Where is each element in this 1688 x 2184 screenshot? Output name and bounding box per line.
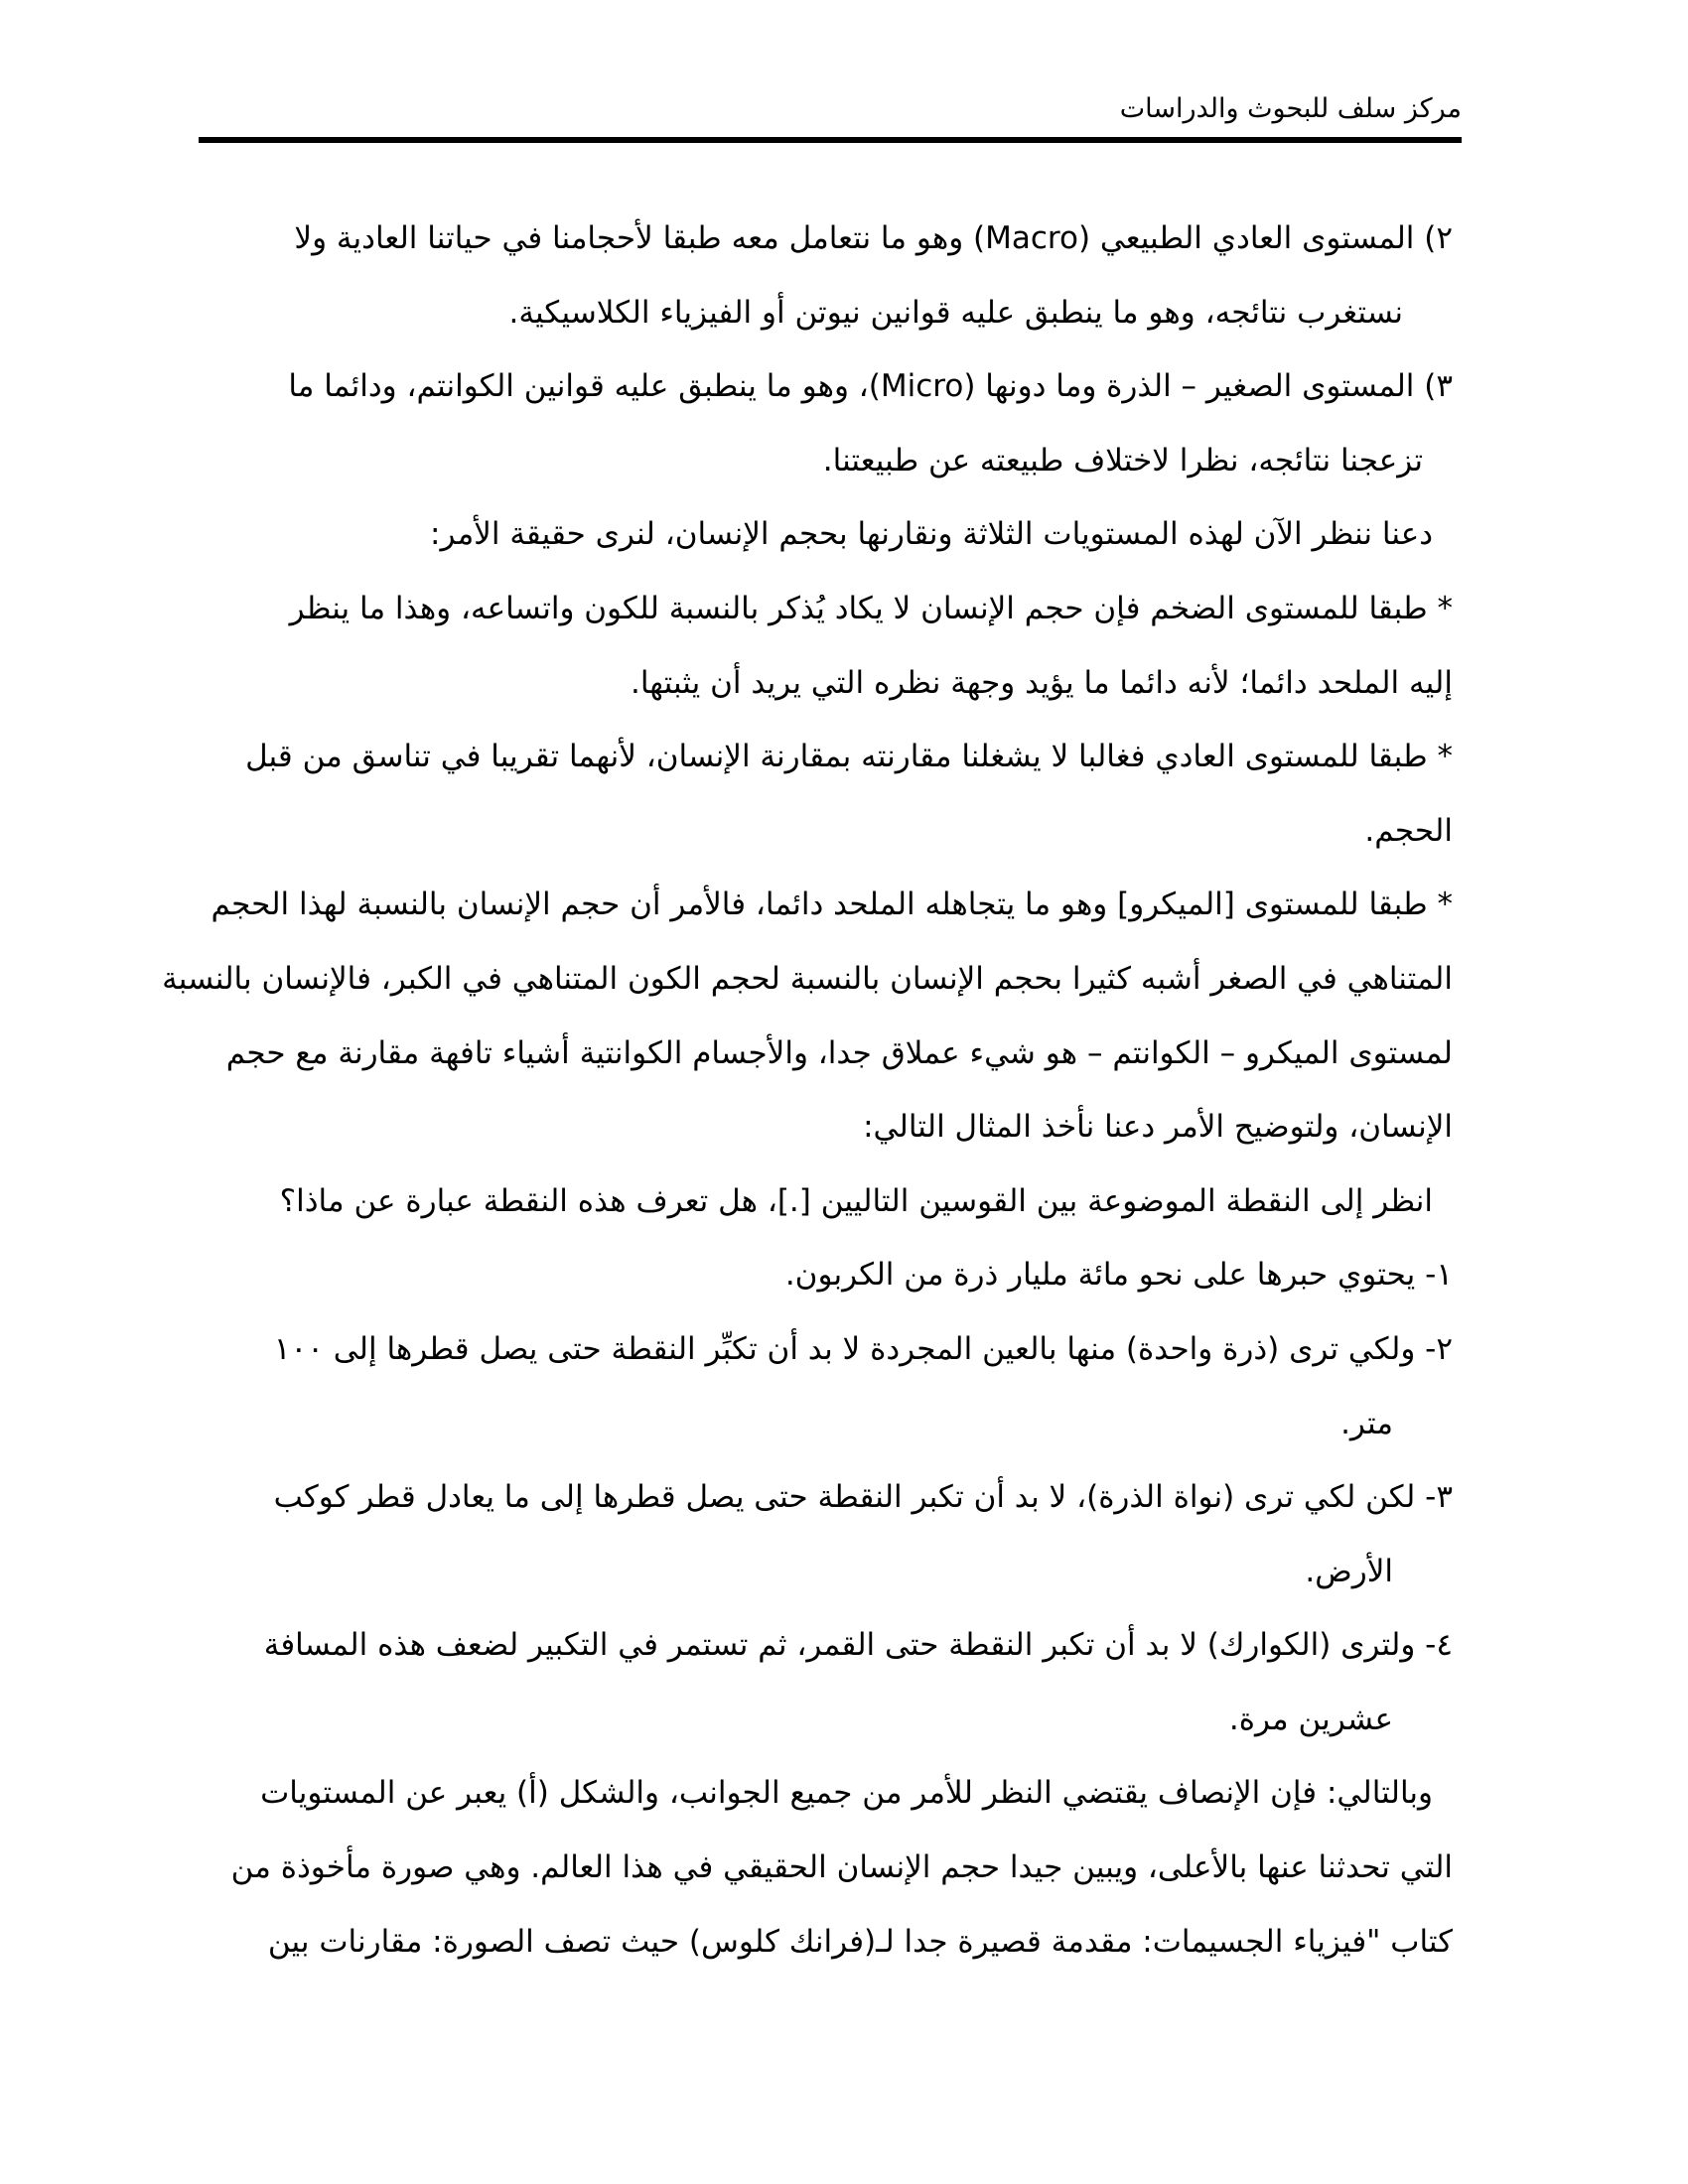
text-line: الإنسان، ولتوضيح الأمر دعنا نأخذ المثال التالي: [863, 1109, 1453, 1146]
text-line: الحجم. [1364, 812, 1453, 849]
text-line: * طبقا للمستوى [الميكرو] وهو ما يتجاهله الملحد دائما، فالأمر أن حجم الإنسان بالنسبة لهذا الحجم [211, 887, 1453, 923]
text-line: المتناهي في الصغر أشبه كثيرا بحجم الإنسان بالنسبة لحجم الكون المتناهي في الكبر، فالإنسان بالنسبة [162, 960, 1453, 997]
text-line: ٢- ولكي ترى (ذرة واحدة) منها بالعين المجردة لا بد أن تكبِّر النقطة حتى يصل قطرها إلى ١٠٠ [273, 1330, 1453, 1367]
text-line: وبالتالي: فإن الإنصاف يقتضي النظر للأمر من جميع الجوانب، والشكل (أ) يعبر عن المستويات [260, 1775, 1433, 1812]
text-line: لمستوى الميكرو – الكوانتم – هو شيء عملاق جدا، والأجسام الكوانتية أشياء تافهة مقارنة مع حجم [225, 1034, 1453, 1071]
text-line: ٢) المستوى العادي الطبيعي (Macro) وهو ما نتعامل معه طبقا لأحجامنا في حياتنا العادية ولا [294, 220, 1453, 256]
text-line: نستغرب نتائجه، وهو ما ينطبق عليه قوانين نيوتن أو الفيزياء الكلاسيكية. [508, 294, 1403, 331]
text-line: الأرض. [1305, 1553, 1393, 1589]
text-line: إليه الملحد دائما؛ لأنه دائما ما يؤيد وجهة نظره التي يريد أن يثبتها. [631, 664, 1453, 701]
text-line: تزعجنا نتائجه، نظرا لاختلاف طبيعته عن طبيعتنا. [822, 442, 1423, 478]
text-line: دعنا ننظر الآن لهذه المستويات الثلاثة ونقارنها بحجم الإنسان، لنرى حقيقة الأمر: [430, 516, 1433, 553]
text-line: * طبقا للمستوى العادي فغالبا لا يشغلنا مقارنته بمقارنة الإنسان، لأنهما تقريبا في تناسق من قبل [245, 739, 1453, 775]
text-line: التي تحدثنا عنها بالأعلى، ويبين جيدا حجم الإنسان الحقيقي في هذا العالم. وهي صورة مأخوذة من [230, 1849, 1453, 1886]
header-rule [199, 137, 1462, 143]
text-line: * طبقا للمستوى الضخم فإن حجم الإنسان لا يكاد يُذكر بالنسبة للكون واتساعه، وهذا ما ينظر [289, 590, 1453, 626]
text-line: متر. [1340, 1405, 1393, 1441]
text-line: ٣- لكن لكي ترى (نواة الذرة)، لا بد أن تكبر النقطة حتى يصل قطرها إلى ما يعادل قطر كوكب [273, 1479, 1453, 1516]
header-org-name: مركز سلف للبحوث والدراسات [1119, 93, 1462, 124]
text-line: ٣) المستوى الصغير – الذرة وما دونها (Micro)، وهو ما ينطبق عليه قوانين الكوانتم، ودائما ما [288, 368, 1453, 405]
text-line: ١- يحتوي حبرها على نحو مائة مليار ذرة من الكربون. [784, 1257, 1453, 1294]
text-line: ٤- ولترى (الكوارك) لا بد أن تكبر النقطة حتى القمر، ثم تستمر في التكبير لضعف هذه المسافة [263, 1627, 1453, 1664]
text-line: كتاب "فيزياء الجسيمات: مقدمة قصيرة جدا لـ(فرانك كلوس) حيث تصف الصورة: مقارنات بين [267, 1923, 1453, 1960]
text-line: انظر إلى النقطة الموضوعة بين القوسين التاليين [.]، هل تعرف هذه النقطة عبارة عن ماذا؟ [279, 1182, 1433, 1219]
document-body [162, 202, 1453, 1979]
text-line: عشرين مرة. [1228, 1701, 1393, 1737]
